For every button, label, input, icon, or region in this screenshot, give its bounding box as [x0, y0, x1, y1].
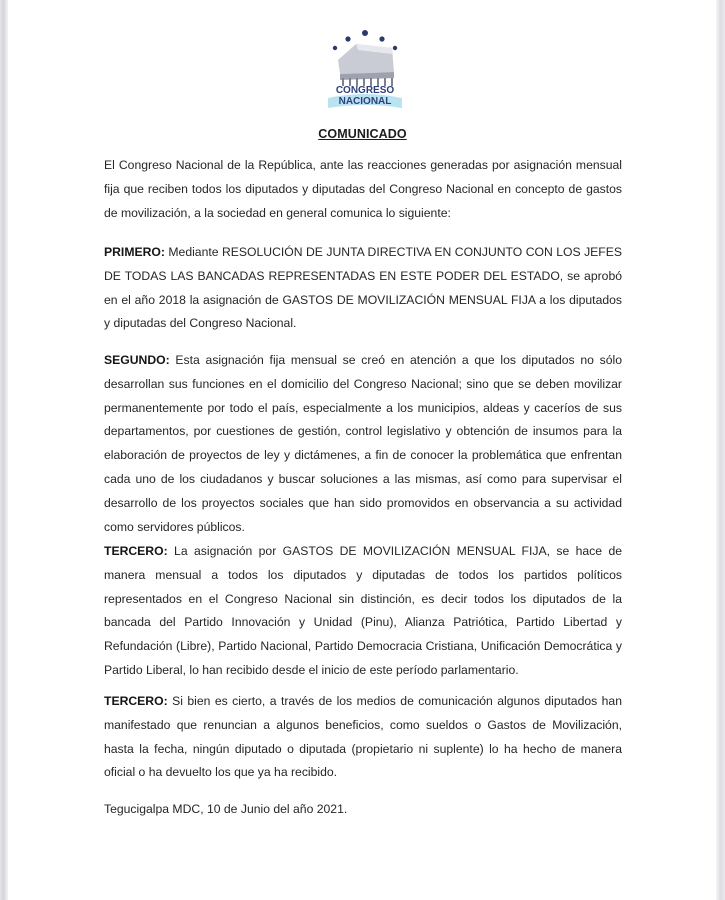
section-text: Mediante RESOLUCIÓN DE JUNTA DIRECTIVA EN CONJUNTO CON LOS JEFES DE TODAS LAS BANCADAS REPRESENTADAS EN ESTE PODER DEL ESTADO, se aprobó en el año 2018 la asignación de GASTOS DE MOVILIZACIÓN MENSUAL FIJA a los diputados y diputadas del Congreso Nacional. [104, 245, 622, 331]
intro-paragraph: El Congreso Nacional de la República, ante las reacciones generadas por asignación mensual fija que reciben todos los diputados y diputadas del Congreso Nacional en concepto de gastos de movilización, a la sociedad en general comunica lo siguiente: [104, 158, 622, 220]
section-text: Esta asignación fija mensual se creó en atención a que los diputados no sólo desarrollan sus funciones en el domicilio del Congreso Nacional; sino que se deben movilizar permanentemente por todo el país, especialmente a los municipios, aldeas y caceríos de sus departamentos, por cuestiones de gestión, control legislativo y obtención de insumos para la elaboración de proyectos de ley y dictámenes, a fin de conocer la problemática que enfrentan cada uno de los ciudadanos y buscar soluciones a las mismas, así como para supervisar el desarrollo de los proyectos sociales que han sido promovidos en observancia a su actividad como servidores públicos. [104, 353, 622, 534]
document-title: COMUNICADO [318, 127, 407, 141]
svg-text:NACIONAL: NACIONAL [338, 96, 392, 107]
section-label: PRIMERO: [104, 245, 165, 259]
section-label: TERCERO: [104, 544, 168, 558]
place-and-date: Tegucigalpa MDC, 10 de Junio del año 2021. [104, 802, 348, 816]
section-tercero [104, 540, 622, 683]
section-label: SEGUNDO: [104, 353, 170, 367]
svg-text:CONGRESO: CONGRESO [335, 85, 395, 96]
congreso-nacional-logo [322, 28, 408, 112]
section-tercero-second [104, 690, 622, 785]
building-emblem-icon [322, 28, 408, 112]
section-text: La asignación por GASTOS DE MOVILIZACIÓN MENSUAL FIJA, se hace de manera mensual a todos los diputados y diputadas de todos los partidos políticos representados en el Congreso Nacional sin distinción, es decir todos los diputados de la bancada del Partido Innovación y Unidad (Pinu), Alianza Patriótica, Partido Libertad y Refundación (Libre), Partido Nacional, Partido Democracia Cristiana, Unificación Democrática y Partido Liberal, lo han recibido desde el inicio de este período parlamentario. [104, 544, 622, 677]
section-text: Si bien es cierto, a través de los medios de comunicación algunos diputados han manifestado que renuncian a algunos beneficios, como sueldos o Gastos de Movilización, hasta la fecha, ningún diputado o diputada (propietario ni suplente) lo ha hecho de manera oficial o ha devuelto los que ya ha recibido. [104, 694, 622, 780]
section-label: TERCERO: [104, 694, 168, 708]
section-primero [104, 241, 622, 336]
section-segundo [104, 349, 622, 539]
